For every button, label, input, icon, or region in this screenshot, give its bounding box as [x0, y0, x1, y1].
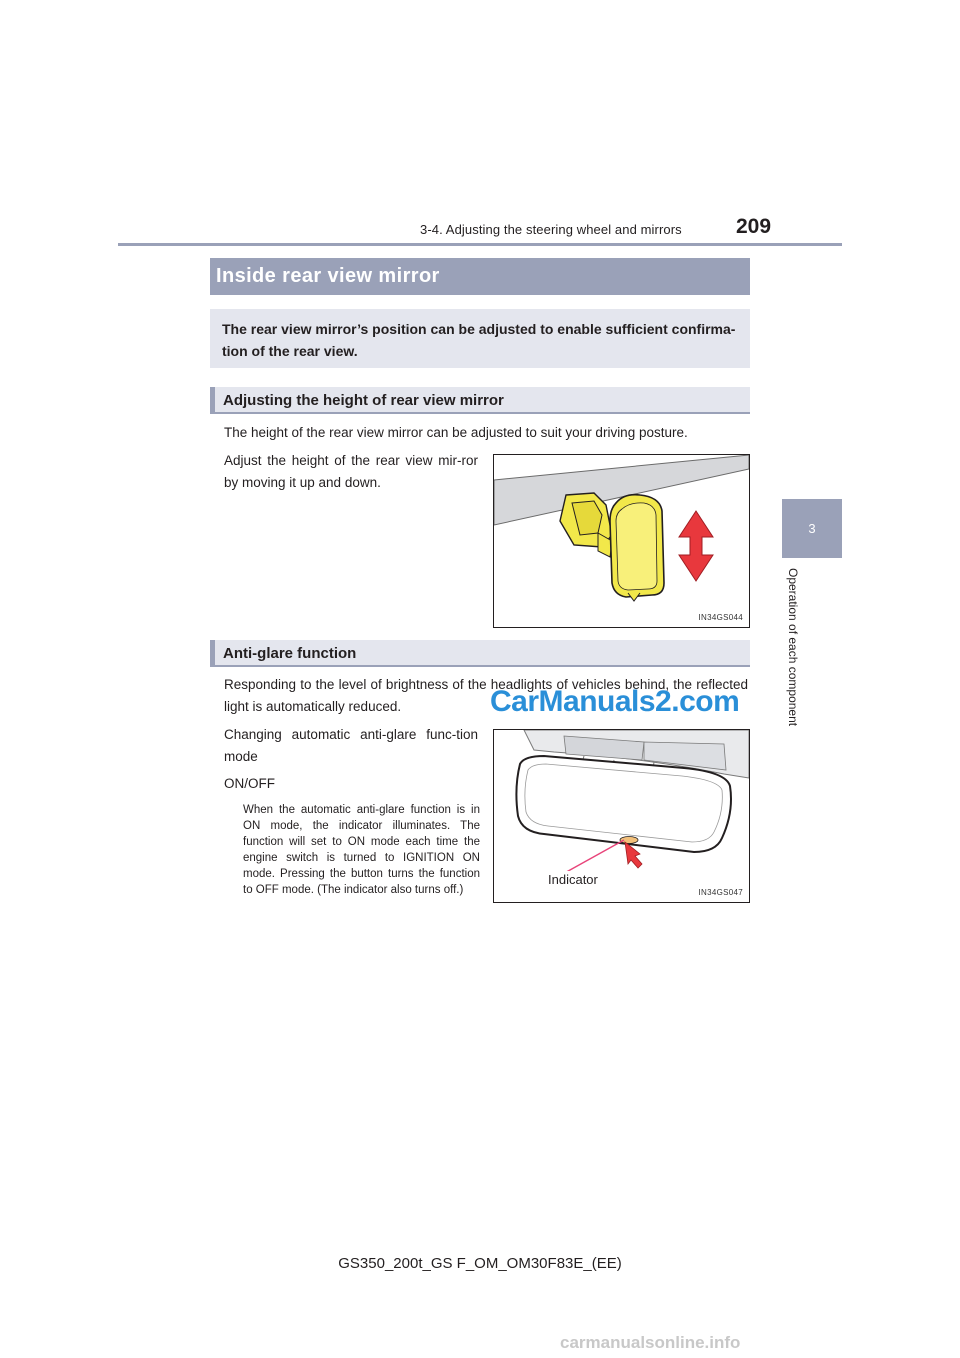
- chapter-label: Operation of each component: [786, 568, 800, 727]
- figure-code-height: IN34GS044: [698, 613, 743, 622]
- antiglare-mirror-illustration: [494, 730, 749, 902]
- footer-doc-code: GS350_200t_GS F_OM_OM30F83E_(EE): [338, 1255, 622, 1272]
- indicator-label: Indicator: [544, 871, 602, 888]
- section-title: Inside rear view mirror: [210, 258, 750, 295]
- page-number: 209: [736, 215, 772, 238]
- figure-mirror-height: [493, 454, 750, 628]
- watermark-top[interactable]: CarManuals2.com: [490, 685, 740, 718]
- height-instruction: Adjust the height of the rear view mir-ror by moving it up and down.: [224, 453, 478, 490]
- mirror-height-illustration: [494, 455, 749, 627]
- height-heading: Adjusting the height of rear view mirror: [210, 387, 750, 414]
- chapter-tab[interactable]: [782, 499, 842, 558]
- figure-code-antiglare: IN34GS047: [698, 888, 743, 897]
- antiglare-note: When the automatic anti-glare function is in ON mode, the indicator illuminates. The function will set to ON mode each time the engine switch is turned to IGNITION ON mode. Pressing the button turns the function to OFF mode. (The indicator also turns off.): [243, 804, 480, 896]
- antiglare-paragraph: Responding to the level of brightness of the headlights of vehicles behind, the reflected light is automatically reduced.: [224, 677, 748, 714]
- section-intro: The rear view mirror’s position can be adjusted to enable sufficient confirma-tion of the rear view.: [210, 309, 750, 368]
- antiglare-heading: Anti-glare function: [210, 640, 750, 667]
- antiglare-instruction: Changing automatic anti-glare func-tion mode: [224, 727, 478, 764]
- header-rule: [118, 243, 842, 246]
- watermark-bottom[interactable]: carmanualsonline.info: [560, 1333, 741, 1352]
- antiglare-onoff: ON/OFF: [224, 776, 275, 791]
- height-paragraph: The height of the rear view mirror can be adjusted to suit your driving posture.: [224, 425, 688, 440]
- header-section-title: 3-4. Adjusting the steering wheel and mirrors: [420, 222, 682, 237]
- chapter-number: 3: [808, 521, 816, 536]
- figure-antiglare: [493, 729, 750, 903]
